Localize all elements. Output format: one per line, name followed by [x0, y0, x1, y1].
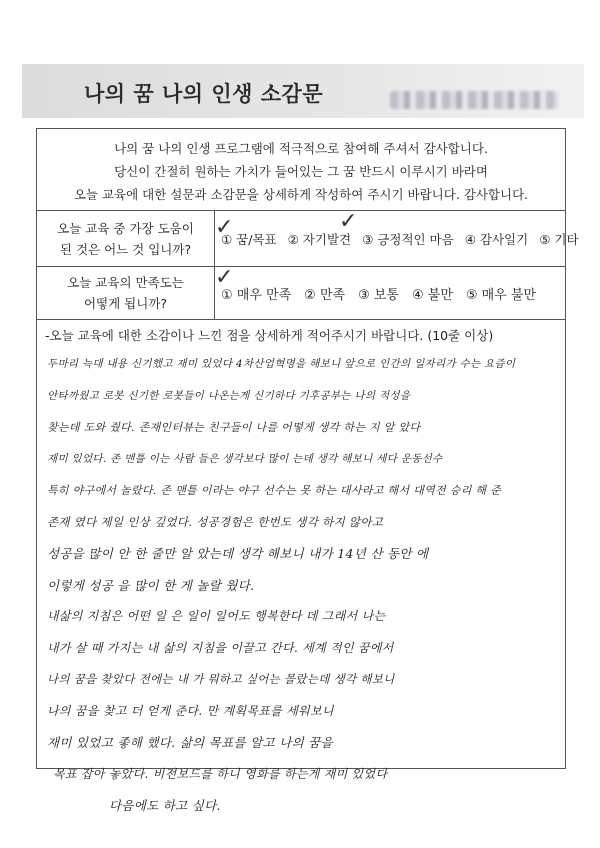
intro-line: 당신이 간절히 원하는 가치가 들어있는 그 꿈 반드시 이루시기 바라며 [114, 164, 488, 179]
option-positive-mind[interactable]: ③ 긍정적인 마음 [362, 231, 454, 247]
intro-section [37, 129, 565, 211]
redacted-name [390, 91, 558, 109]
check-mark-icon: ✓ [215, 215, 234, 240]
question-text: 오늘 교육의 만족도는 [67, 275, 184, 290]
option-self-discovery[interactable]: ② 자기발견 [287, 231, 352, 247]
handwritten-line: 특히 야구에서 놀랐다. 존 맨틀 이라는 야구 선수는 못 하는 대사라고 해서 대역전 승리 해 준 [47, 484, 502, 497]
option-gratitude-diary[interactable]: ④ 감사일기 [464, 231, 529, 247]
option-group [221, 211, 590, 266]
survey-form [36, 128, 579, 813]
document-title: 나의 꿈 나의 인생 소감문 [84, 82, 324, 106]
question-row-helpful [37, 209, 579, 267]
handwritten-line: 목표 잡아 놓았다. 비전보드를 하니 영화를 하는게 재미 있었다 [53, 766, 388, 781]
option-satisfied[interactable]: ② 만족 [304, 287, 346, 303]
option-other[interactable]: ⑤ 기타 [539, 231, 579, 247]
option-very-satisfied[interactable]: ① 매우 만족 [221, 287, 292, 303]
handwritten-line: 내삶의 지침은 어떤 일 은 일이 일어도 행복한다 데 그래서 나는 [47, 609, 386, 623]
essay-prompt: -오늘 교육에 대한 소감이나 느낀 점을 상세하게 적어주시기 바랍니다. (10줄 이상) [45, 328, 494, 343]
handwritten-response [47, 349, 562, 822]
question-cell [37, 267, 215, 319]
handwritten-line: 나의 꿈을 찾았다 전에는 내 가 뭐하고 싶어는 몰랐는데 생각 해보니 [47, 672, 395, 686]
handwritten-line: 나의 꿈을 찾고 더 얻게 준다. 만 계획목표를 세워보니 [47, 703, 334, 718]
handwritten-line: 내가 살 때 가지는 내 삶의 지침을 이끌고 간다. 세계 적인 꿈에서 [47, 640, 394, 655]
intro-line: 오늘 교육에 대한 설문과 소감문을 상세하게 작성하여 주시기 바랍니다. 감사합니다. [73, 187, 529, 202]
option-dissatisfied[interactable]: ④ 불만 [411, 287, 453, 303]
question-text: 오늘 교육 중 가장 도움이 [57, 220, 194, 236]
handwritten-line: 존재 였다 제일 인상 깊었다. 성공경험은 한번도 생각 하지 않아고 [47, 514, 384, 529]
handwritten-line: 안타까웠고 로봇 신기한 로봇들이 나온는게 신기하다 기후공부는 나의 적성을 [47, 389, 411, 402]
option-very-dissatisfied[interactable]: ⑤ 매우 불만 [465, 287, 537, 303]
handwritten-line: 다음에도 하고 싶다. [109, 798, 221, 813]
option-group [221, 267, 549, 319]
option-neutral[interactable]: ③ 보통 [358, 287, 399, 303]
question-text: 된 것은 어느 것 입니까? [59, 241, 192, 257]
check-mark-icon: ✓ [339, 209, 358, 234]
handwritten-line: 성공을 많이 안 한 줄만 알 았는데 생각 해보니 내가 14년 산 동안 에 [47, 546, 429, 561]
question-row-satisfaction [37, 267, 565, 320]
question-text: 어떻게 됩니까? [83, 296, 168, 311]
intro-line: 나의 꿈 나의 인생 프로그램에 적극적으로 참여해 주셔서 감사합니다. [114, 141, 488, 156]
handwritten-line: 두마리 늑대 내용 신기했고 재미 있었다 4차산업혁명을 해보니 앞으로 인간의 일자리가 수는 요즘이 [47, 358, 516, 370]
check-mark-icon: ✓ [215, 265, 234, 290]
handwritten-line: 찾는데 도와 줬다. 존재인터뷰는 친구들이 나를 어떻게 생각 하는 지 알 았다 [47, 421, 421, 434]
handwritten-line: 재미 있었다. 존 맨틀 이는 사람 들은 생각보다 많이 는데 생각 해보니 세다 운동선수 [47, 452, 443, 465]
question-cell [37, 211, 215, 266]
handwritten-line: 이렇게 성공 을 많이 한 게 놀랄 웠다. [47, 577, 255, 593]
handwritten-line: 재미 있었고 좋해 했다. 삶의 목표를 알고 나의 꿈을 [47, 735, 333, 750]
option-dream-goal[interactable]: ① 꿈/목표 [221, 231, 277, 247]
